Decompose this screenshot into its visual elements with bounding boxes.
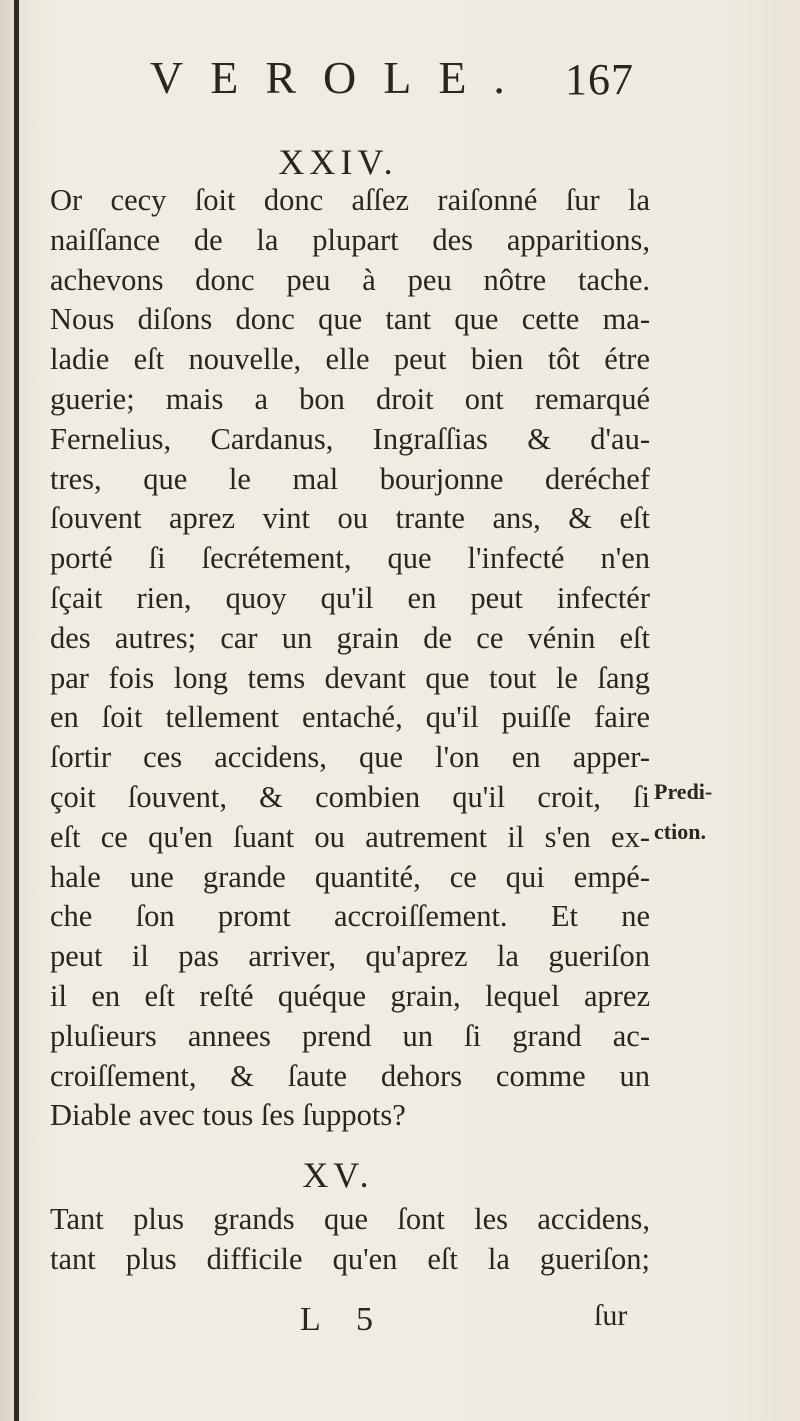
text-line: çoit ſouvent, & combien qu'il croit, ſi bbox=[50, 779, 650, 814]
text-line: Tant plus grands que ſont les accidens, bbox=[50, 1202, 650, 1236]
signature-mark: L 5 bbox=[300, 1301, 388, 1338]
text-line: en ſoit tellement entaché, qu'il puiſſe faire bbox=[50, 700, 650, 735]
text-line: porté ſi ſecrétement, que l'infecté n'en bbox=[50, 541, 650, 576]
text-line: Nous diſons donc que tant que cette ma- bbox=[50, 302, 650, 337]
page-number: 167 bbox=[565, 55, 634, 104]
page-gutter bbox=[14, 0, 19, 1421]
running-head-title: VEROLE. bbox=[150, 52, 532, 103]
text-line: naiſſance de la plupart des apparitions, bbox=[50, 222, 650, 257]
text-line: ſortir ces accidens, que l'on en apper- bbox=[50, 740, 650, 775]
text-line: croiſſement, & ſaute dehors comme un bbox=[50, 1058, 650, 1093]
text-line: hale une grande quantité, ce qui empé- bbox=[50, 859, 650, 894]
text-line: eſt ce qu'en ſuant ou autrement il s'en ex- bbox=[50, 819, 650, 854]
text-line: tant plus difficile qu'en eſt la gueriſon; bbox=[50, 1241, 650, 1276]
margin-note bbox=[654, 772, 734, 852]
text-line: Diable avec tous ſes ſuppots? bbox=[50, 1098, 406, 1133]
text-line: Fernelius, Cardanus, Ingraſſias & d'au- bbox=[50, 421, 650, 456]
section-1-text bbox=[50, 181, 650, 1136]
text-line: peut il pas arriver, qu'aprez la gueriſon bbox=[50, 939, 650, 974]
running-head bbox=[150, 48, 660, 108]
text-line: il en eſt reſté quéque grain, lequel aprez bbox=[50, 978, 650, 1013]
text-line: des autres; car un grain de ce vénin eſt bbox=[50, 620, 650, 655]
text-line: par fois long tems devant que tout le ſang bbox=[50, 660, 650, 695]
text-line: ſouvent aprez vint ou trante ans, & eſt bbox=[50, 501, 650, 536]
text-line: pluſieurs annees prend un ſi grand ac- bbox=[50, 1018, 650, 1053]
text-line: ladie eſt nouvelle, elle peut bien tôt étre bbox=[50, 342, 650, 377]
text-line: che ſon promt accroiſſement. Et ne bbox=[50, 899, 650, 934]
text-line: guerie; mais a bon droit ont remarqué bbox=[50, 381, 650, 416]
catchword: ſur bbox=[594, 1299, 628, 1332]
margin-note-line: ction. bbox=[654, 819, 706, 844]
section-heading-1: XXIV. bbox=[278, 142, 398, 182]
text-line: ſçait rien, quoy qu'il en peut infectér bbox=[50, 580, 650, 615]
section-2-text bbox=[50, 1200, 650, 1280]
text-line: Or cecy ſoit donc aſſez raiſonné ſur la bbox=[50, 183, 650, 217]
margin-note-line: Predi- bbox=[654, 779, 713, 804]
text-line: achevons donc peu à peu nôtre tache. bbox=[50, 262, 650, 297]
text-line: tres, que le mal bourjonne deréchef bbox=[50, 461, 650, 496]
section-heading-2: XV. bbox=[302, 1155, 374, 1195]
